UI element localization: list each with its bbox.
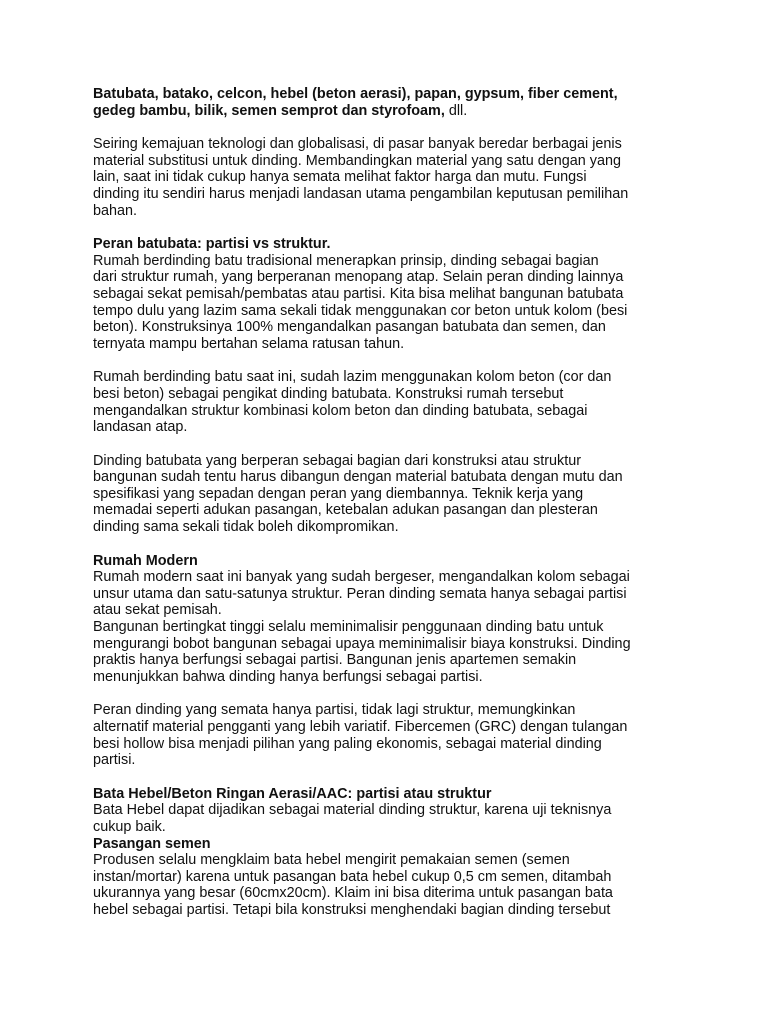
text-line: Bata Hebel dapat dijadikan sebagai material dinding struktur, karena uji teknisnya (93, 802, 612, 819)
text-line: Produsen selalu mengklaim bata hebel mengirit pemakaian semen (semen (93, 852, 570, 869)
paragraph-5 (93, 569, 693, 685)
text-line: atau sekat pemisah. (93, 602, 222, 619)
text-line: bahan. (93, 202, 138, 219)
paragraph-1 (93, 136, 693, 219)
document-body (93, 86, 693, 919)
text-line: besi hollow bisa menjadi pilihan yang paling ekonomis, sebagai material dinding (93, 735, 602, 752)
paragraph-7 (93, 802, 693, 835)
text-line: spesifikasi yang sepadan dengan peran yang diembannya. Teknik kerja yang (93, 485, 584, 502)
text-line: praktis hanya berfungsi sebagai partisi. Bangunan jenis apartemen semakin (93, 652, 577, 669)
text-line: unsur utama dan satu-satunya struktur. Peran dinding semata hanya sebagai partisi (93, 585, 627, 602)
text-line: dari struktur rumah, yang berperanan menopang atap. Selain peran dinding lainnya (93, 269, 624, 286)
paragraph-4 (93, 453, 693, 536)
text-line: dinding sama sekali tidak boleh dikompromikan. (93, 519, 399, 536)
text-line: mengandalkan struktur kombinasi kolom beton dan dinding batubata, sebagai (93, 402, 588, 419)
text-line: lain, saat ini tidak cukup hanya semata melihat faktor harga dan mutu. Fungsi (93, 169, 587, 186)
text-line: Rumah berdinding batu tradisional menerapkan prinsip, dinding sebagai bagian (93, 252, 599, 269)
paragraph-3 (93, 369, 693, 435)
text-line: sebagai sekat pemisah/pembatas atau partisi. Kita bisa melihat bangunan batubata (93, 285, 624, 302)
text-line: partisi. (93, 752, 136, 769)
intro-line: Batubata, batako, celcon, hebel (beton aerasi), papan, gypsum, fiber cement, (93, 86, 618, 102)
text-line: memadai seperti adukan pasangan, ketebalan adukan pasangan dan plesteran (93, 502, 598, 519)
text-line: Rumah modern saat ini banyak yang sudah bergeser, mengandalkan kolom sebagai (93, 569, 630, 586)
paragraph-8 (93, 852, 693, 918)
text-line: ukurannya yang besar (60cmx20cm). Klaim ini bisa diterima untuk pasangan bata (93, 885, 613, 902)
section-heading: Peran batubata: partisi vs struktur. (93, 236, 331, 253)
intro-line: gedeg bambu, bilik, semen semprot dan styrofoam, (93, 102, 445, 119)
text-line: Seiring kemajuan teknologi dan globalisasi, di pasar banyak beredar berbagai jenis (93, 136, 622, 153)
paragraph-2 (93, 253, 693, 353)
section-heading: Bata Hebel/Beton Ringan Aerasi/AAC: partisi atau struktur (93, 785, 492, 802)
text-line: ternyata mampu bertahan selama ratusan tahun. (93, 335, 405, 352)
text-line: material substitusi untuk dinding. Membandingkan material yang satu dengan yang (93, 152, 621, 169)
text-line: dinding itu sendiri harus menjadi landasan utama pengambilan keputusan pemilihan (93, 185, 629, 202)
text-line: instan/mortar) karena untuk pasangan bata hebel cukup 0,5 cm semen, ditambah (93, 868, 612, 885)
text-line: Dinding batubata yang berperan sebagai bagian dari konstruksi atau struktur (93, 452, 581, 469)
text-line: landasan atap. (93, 419, 188, 436)
text-line: menunjukkan bahwa dinding hanya berfungsi sebagai partisi. (93, 668, 483, 685)
text-line: Bangunan bertingkat tinggi selalu meminimalisir penggunaan dinding batu untuk (93, 619, 604, 636)
text-line: hebel sebagai partisi. Tetapi bila konstruksi menghendaki bagian dinding tersebut (93, 901, 611, 918)
intro-paragraph (93, 86, 693, 119)
text-line: alternatif material pengganti yang lebih variatif. Fibercemen (GRC) dengan tulangan (93, 719, 628, 735)
intro-tail: dll. (444, 102, 468, 119)
text-line: bangunan sudah tentu harus dibangun dengan material batubata dengan mutu dan (93, 469, 623, 486)
text-line: beton). Konstruksinya 100% mengandalkan pasangan batubata dan semen, dan (93, 319, 606, 336)
section-heading: Rumah Modern (93, 552, 198, 569)
paragraph-6 (93, 702, 693, 768)
text-line: Peran dinding yang semata hanya partisi, tidak lagi struktur, memungkinkan (93, 702, 576, 719)
text-line: besi beton) sebagai pengikat dinding batubata. Konstruksi rumah tersebut (93, 385, 564, 402)
text-line: cukup baik. (93, 818, 166, 835)
text-line: tempo dulu yang lazim sama sekali tidak menggunakan cor beton untuk kolom (besi (93, 302, 628, 319)
section-heading: Pasangan semen (93, 835, 211, 852)
text-line: mengurangi bobot bangunan sebagai upaya meminimalisir biaya konstruksi. Dinding (93, 635, 631, 652)
text-line: Rumah berdinding batu saat ini, sudah lazim menggunakan kolom beton (cor dan (93, 369, 612, 386)
